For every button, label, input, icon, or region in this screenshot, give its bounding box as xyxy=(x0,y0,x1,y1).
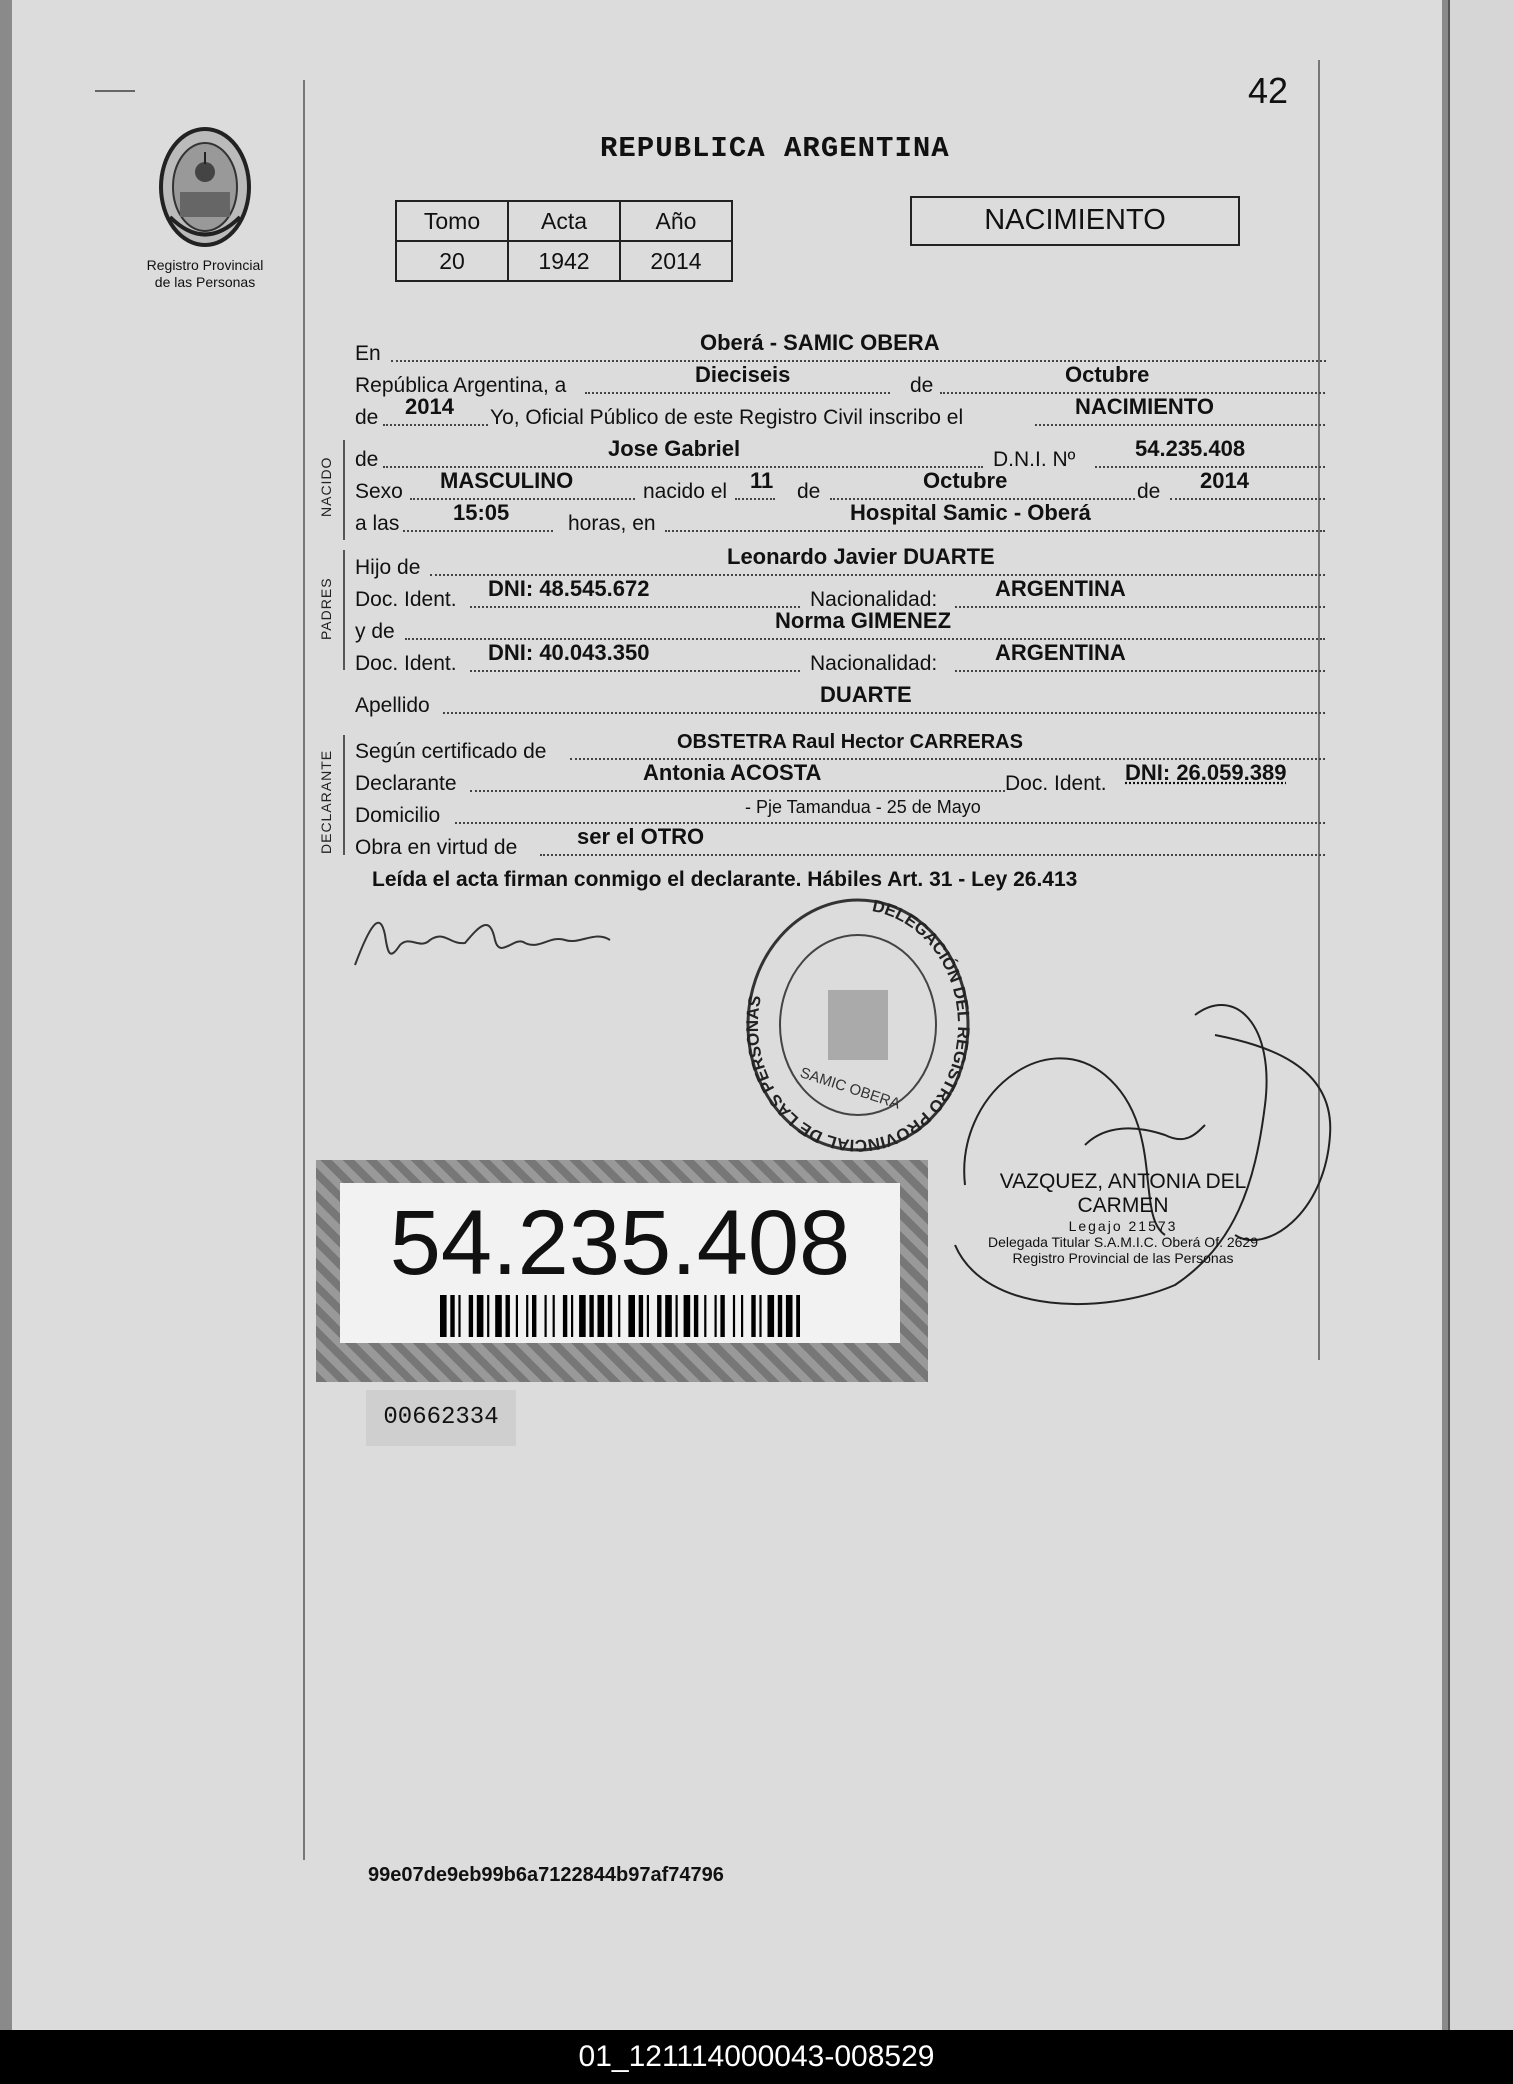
barcode-bar xyxy=(477,1295,484,1337)
section-label-nacido: NACIDO xyxy=(318,456,334,517)
row-republica xyxy=(355,362,1295,398)
act-type-box: NACIMIENTO xyxy=(910,196,1240,246)
obra-value: ser el OTRO xyxy=(577,824,705,849)
barcode-bar xyxy=(704,1295,706,1337)
serial-number: 00662334 xyxy=(366,1390,516,1446)
section-line-declarante xyxy=(343,735,345,855)
lugar-dots xyxy=(665,530,1325,532)
barcode-number: 54.235.408 xyxy=(389,1192,851,1294)
row-obra xyxy=(355,824,1295,860)
barcode-bar xyxy=(684,1295,691,1337)
barcode-bar xyxy=(458,1295,460,1337)
barcode-bar xyxy=(741,1295,743,1337)
official-stamp-role: Delegada Titular S.A.M.I.C. Oberá Of. 2629 xyxy=(987,1234,1259,1250)
declarant-signature xyxy=(350,905,630,980)
document-title: REPUBLICA ARGENTINA xyxy=(600,132,950,165)
en-value: Oberá - SAMIC OBERA xyxy=(700,330,940,355)
barcode-bar xyxy=(720,1295,724,1337)
barcode-bar xyxy=(647,1295,649,1337)
padre-doc-label: Doc. Ident. xyxy=(355,588,457,611)
logo-caption-line2: de las Personas xyxy=(154,274,256,290)
barcode-bar xyxy=(759,1295,761,1337)
madre-nac-value: ARGENTINA xyxy=(995,640,1126,665)
barcode-bar xyxy=(526,1295,528,1337)
birth-day-value: 11 xyxy=(750,468,774,493)
record-header-anio: Año xyxy=(620,201,732,241)
section-label-padres: PADRES xyxy=(318,577,334,640)
barcode-bar xyxy=(571,1295,573,1337)
leida-statement: Leída el acta firman conmigo el declarante. Hábiles Art. 31 - Ley 26.413 xyxy=(372,868,1078,891)
padre-doc-value: DNI: 48.545.672 xyxy=(488,576,650,601)
year-dots xyxy=(383,424,488,426)
padre-value: Leonardo Javier DUARTE xyxy=(727,544,995,569)
round-stamp-inner-text: SAMIC OBERA xyxy=(797,1064,903,1113)
name-de-label: de xyxy=(355,448,379,471)
barcode-bar xyxy=(553,1295,555,1337)
barcode-bar xyxy=(657,1295,661,1337)
domicilio-label: Domicilio xyxy=(355,804,441,827)
madre-doc-dots xyxy=(470,670,800,672)
birth-month-value: Octubre xyxy=(923,468,1008,493)
official-stamp-legajo: Legajo 21573 xyxy=(1068,1218,1178,1234)
inscribo-value: NACIMIENTO xyxy=(1075,394,1214,419)
year-de-label: de xyxy=(355,406,379,429)
madre-nac-dots xyxy=(955,670,1325,672)
record-value-tomo: 20 xyxy=(396,241,508,281)
barcode-bar xyxy=(694,1295,698,1337)
day-value: Dieciseis xyxy=(695,362,791,387)
segun-value: OBSTETRA Raul Hector CARRERAS xyxy=(677,731,1023,753)
barcode-bar xyxy=(786,1295,793,1337)
barcode-bar xyxy=(506,1295,510,1337)
row-segun xyxy=(355,728,1295,764)
row-padre-doc xyxy=(355,576,1295,612)
row-madre-doc xyxy=(355,640,1295,676)
barcode-bar xyxy=(618,1295,620,1337)
barcode-bar xyxy=(628,1295,635,1337)
document-hash: 99e07de9eb99b6a7122844b97af74796 xyxy=(368,1864,724,1886)
barcode-sticker xyxy=(340,1183,900,1343)
row-declarante xyxy=(355,760,1295,796)
signature-scribble-icon xyxy=(350,905,630,975)
barcode-bar xyxy=(608,1295,612,1337)
a-las-label: a las xyxy=(355,512,400,535)
y-de-label: y de xyxy=(355,620,395,643)
decl-doc-label: Doc. Ident. xyxy=(1005,772,1107,795)
domicilio-value: - Pje Tamandua - 25 de Mayo xyxy=(745,797,981,817)
madre-nac-label: Nacionalidad: xyxy=(810,652,938,675)
padre-nac-value: ARGENTINA xyxy=(995,576,1126,601)
barcode-bar xyxy=(796,1295,800,1337)
name-value: Jose Gabriel xyxy=(608,436,741,461)
inscribo-dots xyxy=(1035,424,1325,426)
barcode-bar xyxy=(495,1295,502,1337)
record-header-acta: Acta xyxy=(508,201,620,241)
year-value: 2014 xyxy=(405,394,454,419)
barcode-bar xyxy=(733,1295,735,1337)
round-stamp-ring-text: DELEGACIÓN DEL REGISTRO PROVINCIAL DE LAS PERSONAS xyxy=(742,896,974,1156)
row-name xyxy=(355,436,1295,472)
decl-doc-value: DNI: 26.059.389 xyxy=(1125,760,1287,785)
barcode-bar xyxy=(579,1295,586,1337)
madre-value: Norma GIMENEZ xyxy=(775,608,952,633)
adjacent-page-edge xyxy=(1448,0,1513,2030)
barcode-bar xyxy=(778,1295,782,1337)
apellido-label: Apellido xyxy=(355,694,430,717)
row-hora xyxy=(355,500,1295,536)
official-stamp-registry: Registro Provincial de las Personas xyxy=(1012,1250,1234,1266)
page-number: 42 xyxy=(1248,70,1289,111)
official-stamp xyxy=(958,1170,1288,1266)
dni-value: 54.235.408 xyxy=(1135,436,1246,461)
corner-mark xyxy=(95,90,135,92)
row-apellido xyxy=(355,682,1295,718)
barcode-bar xyxy=(516,1295,518,1337)
record-value-acta: 1942 xyxy=(508,241,620,281)
barcode-bar xyxy=(440,1295,447,1337)
barcode-bar xyxy=(563,1295,567,1337)
barcode-bar xyxy=(751,1295,755,1337)
padre-nac-label: Nacionalidad: xyxy=(810,588,938,611)
row-sexo xyxy=(355,468,1295,504)
obra-label: Obra en virtud de xyxy=(355,836,518,859)
birth-year-value: 2014 xyxy=(1200,468,1249,493)
hora-value: 15:05 xyxy=(453,500,510,525)
yo-label: Yo, Oficial Público de este Registro Civil inscribo el xyxy=(490,406,964,429)
barcode-bar xyxy=(487,1295,489,1337)
obra-dots xyxy=(540,854,1325,856)
barcode-bar xyxy=(715,1295,717,1337)
barcode-bars xyxy=(440,1295,800,1337)
record-value-anio: 2014 xyxy=(620,241,732,281)
declarante-value: Antonia ACOSTA xyxy=(643,760,822,785)
sexo-label: Sexo xyxy=(355,480,403,503)
footer-identifier: 01_121114000043-008529 xyxy=(0,2030,1513,2084)
row-madre xyxy=(355,608,1295,644)
month-value: Octubre xyxy=(1065,362,1150,387)
official-stamp-name: VAZQUEZ, ANTONIA DEL CARMEN xyxy=(999,1170,1247,1217)
misiones-coat-of-arms-icon xyxy=(130,122,280,252)
official-signature-scribble-icon xyxy=(935,985,1355,1335)
hora-dots xyxy=(403,530,553,532)
sexo-value: MASCULINO xyxy=(440,468,574,493)
birth-month-de-label: de xyxy=(797,480,821,503)
nacido-el-label: nacido el xyxy=(643,480,728,503)
official-signature xyxy=(935,985,1355,1340)
barcode-bar xyxy=(768,1295,775,1337)
section-line-padres xyxy=(343,550,345,670)
section-label-declarante: DECLARANTE xyxy=(318,749,334,854)
logo-caption-line1: Registro Provincial xyxy=(146,257,264,273)
left-margin-line xyxy=(303,80,305,1860)
en-label: En xyxy=(355,342,381,365)
birth-year-de-label: de xyxy=(1137,480,1161,503)
apellido-value: DUARTE xyxy=(820,682,912,707)
row-domicilio xyxy=(355,792,1295,828)
barcode-bar xyxy=(532,1295,536,1337)
barcode-bar xyxy=(676,1295,678,1337)
hijo-de-label: Hijo de xyxy=(355,556,421,579)
lugar-value: Hospital Samic - Oberá xyxy=(850,500,1091,525)
barcode-bar xyxy=(450,1295,454,1337)
madre-doc-label: Doc. Ident. xyxy=(355,652,457,675)
segun-label: Según certificado de xyxy=(355,740,547,763)
row-en xyxy=(355,330,1295,366)
madre-doc-value: DNI: 40.043.350 xyxy=(488,640,650,665)
horas-en-label: horas, en xyxy=(568,512,656,535)
barcode-bar xyxy=(545,1295,547,1337)
barcode-bar xyxy=(589,1295,593,1337)
month-de-label: de xyxy=(910,374,934,397)
barcode-bar xyxy=(665,1295,672,1337)
barcode-bar xyxy=(598,1295,605,1337)
barcode-bar xyxy=(639,1295,643,1337)
dni-label: D.N.I. Nº xyxy=(993,448,1076,471)
apellido-dots xyxy=(443,712,1325,714)
declarante-label: Declarante xyxy=(355,772,457,795)
record-table xyxy=(395,200,733,282)
row-year xyxy=(355,394,1295,430)
record-header-tomo: Tomo xyxy=(396,201,508,241)
republica-label: República Argentina, a xyxy=(355,374,567,397)
barcode-bar xyxy=(469,1295,473,1337)
provincial-logo xyxy=(130,122,280,291)
row-padre xyxy=(355,544,1295,580)
section-line-nacido xyxy=(343,440,345,540)
